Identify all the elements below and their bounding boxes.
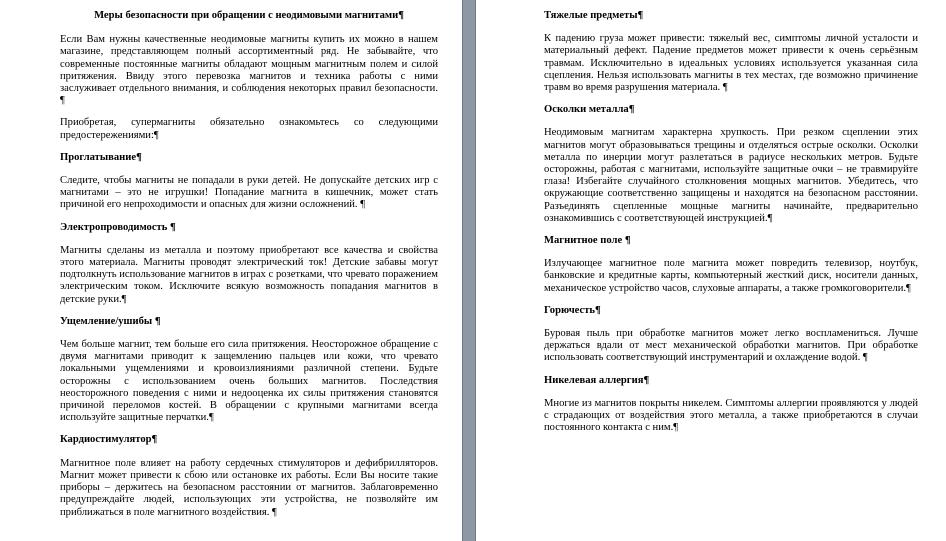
right-page bbox=[476, 0, 946, 541]
section-heading-pinching: Ущемление/ушибы ¶ bbox=[60, 315, 161, 327]
section-heading-conductivity: Электропроводимость ¶ bbox=[60, 221, 176, 233]
section-body-magnetic-field: Излучающее магнитное поле магнита может повредить телевизор, ноутбук, банковские и кредитные карты, компьютерный жесткий диск, носители данных, механическое устройство часов, слуховые аппараты, а также громкоговорители.¶ bbox=[544, 258, 918, 294]
section-heading-heavy-objects: Тяжелые предметы¶ bbox=[544, 10, 644, 21]
section-heading-swallowing: Проглатывание¶ bbox=[60, 151, 142, 163]
section-heading-metal-fragments: Осколки металла¶ bbox=[544, 104, 635, 116]
section-body-nickel-allergy: Многие из магнитов покрыты никелем. Симптомы аллергии проявляются у людей с страдающих от воздействия этого металла, а также приобретаются в случаи постоянного контакта с ним.¶ bbox=[544, 397, 918, 434]
section-body-heavy-objects: К падению груза может привести: тяжелый вес, симптомы личной усталости и материальный дефект. Падение предметов может привести к очень серьёзным травмам. Исключительно в идеальных условиях используется указанная сила сцепления. Нельзя использовать магниты в тех местах, где возможно причинение травм во время разрушения материала. ¶ bbox=[544, 33, 918, 94]
section-body-swallowing: Следите, чтобы магниты не попадали в руки детей. Не допускайте детских игр с магнитами – это не игрушки! Попадание магнита в кишечник, может стать причиной его непроходимости и опасных для жизни осложнений. ¶ bbox=[60, 175, 438, 211]
intro-paragraph-1: Если Вам нужны качественные неодимовые магниты купить их можно в нашем магазине, представляющем полный ассортиментный ряд. Не забывайте, что современные постоянные магниты обладают мощным магнитным полем и силой притяжения. Ввиду этого перевозка магнитов и техника работы с ними заслуживает отдельного внимания, и соблюдения некоторых правил безопасности. ¶ bbox=[60, 34, 438, 107]
section-body-pinching: Чем больше магнит, тем больше его сила притяжения. Неосторожное обращение с двумя магнитами приводит к защемлению пальцев или кожи, что чревато локальными ущемлениями и кровоизлияниями различной степени. Будьте осторожны с использованием очень больших магнитов. Последствия неосторожного поведения с ними и недооценка их силы притяжения становятся причиной переломов костей. В обращении с крупными магнитами всегда используйте защитные перчатки.¶ bbox=[60, 339, 438, 424]
page-gutter bbox=[462, 0, 476, 541]
section-body-metal-fragments: Неодимовым магнитам характерна хрупкость. При резком сцеплении этих магнитов могут образовываться трещины и отделяться острые осколки. Осколки металла по инерции могут разлетаться в радиусе нескольких метров. Будьте осторожны, работая с магнитами, используйте защитные очки – не травмируйте глаза! Избегайте случайного столкновения мощных магнитов. Убедитесь, что окружающие соответственно защищены и находятся на безопасном расстоянии. Разъединять сцепленные мощные магниты начинайте, предварительно ознакомившись с соответствующей инструкцией.¶ bbox=[544, 127, 918, 224]
section-body-pacemaker: Магнитное поле влияет на работу сердечных стимуляторов и дефибрилляторов. Магнит может привести к сбою или остановке их работы. Если Вы носите такие приборы – держитесь на безопасном расстоянии от магнитов. Заблаговременно предупреждайте людей, использующих эти устройства, не позволяйте им приближаться в поле магнитного воздействия. ¶ bbox=[60, 457, 438, 518]
left-page bbox=[0, 0, 462, 541]
document-title: Меры безопасности при обращении с неодимовыми магнитами¶ bbox=[94, 10, 404, 21]
section-body-conductivity: Магниты сделаны из металла и поэтому приобретают все качества и свойства этого материала. Магниты проводят электрический ток! Детские забавы могут подтолкнуть использование магнитов в играх с розетками, что чревато поражением электрическим током. Исключите всякую возможность попадания магнитов в детские руки.¶ bbox=[60, 244, 438, 305]
intro-paragraph-2: Приобретая, супермагниты обязательно ознакомьтесь со следующими предостережениями:¶ bbox=[60, 117, 438, 141]
section-heading-nickel-allergy: Никелевая аллергия¶ bbox=[544, 374, 650, 386]
section-heading-pacemaker: Кардиостимулятор¶ bbox=[60, 434, 158, 446]
section-body-flammability: Буровая пыль при обработке магнитов может легко воспламениться. Лучше держаться вдали от мест механической обработки магнитов. При обработке использовать соответствующий инструментарий и охлаждение водой. ¶ bbox=[544, 328, 918, 364]
section-heading-flammability: Горючесть¶ bbox=[544, 304, 601, 316]
section-heading-magnetic-field: Магнитное поле ¶ bbox=[544, 235, 631, 247]
left-page-text[interactable] bbox=[60, 10, 438, 529]
right-page-text[interactable] bbox=[544, 10, 918, 444]
